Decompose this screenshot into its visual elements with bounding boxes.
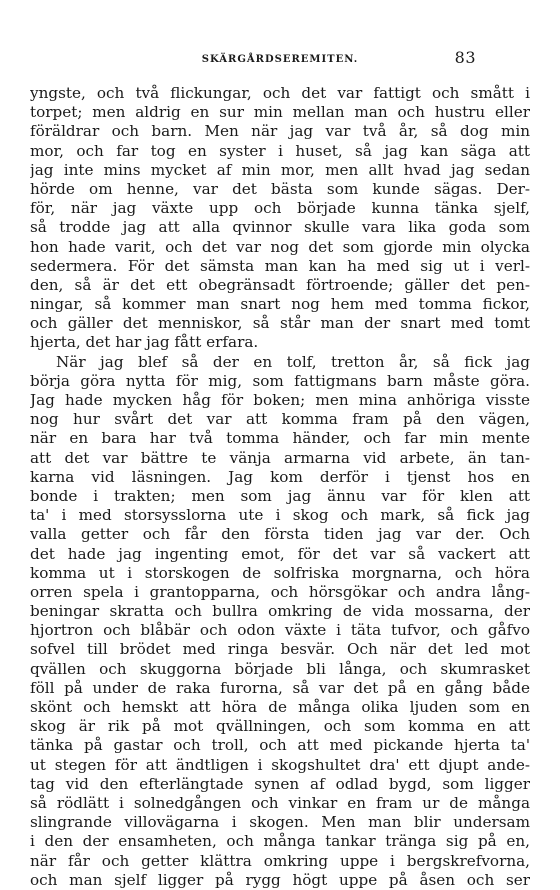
text-line: mor, och far tog en syster i huset, så jag kan säga att [30, 141, 530, 160]
text-line: sedermera. För det sämsta man kan ha med sig ut i verl- [30, 256, 530, 275]
text-line: jag inte mins mycket af min mor, men allt hvad jag sedan [30, 160, 530, 179]
text-line: Jag hade mycken håg för boken; men mina anhöriga visste [30, 391, 530, 409]
text-line: att det var bättre te vänja armarna vid arbete, än tan- [30, 448, 530, 467]
text-line: hjortron och blåbär och odon växte i täta tufvor, och gåfvo [30, 621, 530, 640]
text-line: ningar, så kommer man snart nog hem med tomma fickor, [30, 295, 530, 314]
text-line: det hade jag ingenting emot, för det var så vackert att [30, 544, 530, 563]
text-line: den, så är det ett obegränsadt förtroende; gäller det pen- [30, 275, 530, 294]
page-number: 83 [454, 48, 476, 67]
text-line: torpet; men aldrig en sur min mellan man och hustru eller [30, 103, 530, 122]
text-line: skog är rik på mot qvällningen, och som komma en att [30, 717, 530, 736]
text-line: beningar skratta och bullra omkring de vida mossarna, der [30, 602, 530, 621]
text-line: tänka på gastar och troll, och att med pickande hjerta ta' [30, 736, 530, 755]
body-text [30, 84, 530, 890]
text-line: När jag blef så der en tolf, tretton år, så fick jag [56, 352, 530, 371]
text-line: hörde om henne, var det bästa som kunde sägas. Der- [30, 179, 530, 198]
text-line: hon hade varit, och det var nog det som gjorde min olycka [30, 237, 530, 256]
text-line: för, när jag växte upp och började kunna tänka sjelf, [30, 199, 530, 218]
text-line: orren spela i grantopparna, och hörsgökar och andra lång- [30, 582, 530, 601]
text-line: när får och getter klättra omkring uppe i bergskrefvorna, [30, 851, 530, 870]
text-line: börja göra nytta för mig, som fattigmans barn måste göra. [30, 371, 530, 390]
text-line: valla getter och får den första tiden jag var der. Och [30, 525, 530, 544]
text-line: så trodde jag att alla qvinnor skulle vara lika goda som [30, 218, 530, 237]
text-line: karna vid läsningen. Jag kom derför i tjenst hos en [30, 467, 530, 486]
text-line: nog hur svårt det var att komma fram på den vägen, [30, 410, 530, 429]
text-line: i den der ensamheten, och många tankar tränga sig på en, [30, 832, 530, 851]
running-head [30, 48, 530, 72]
text-line: slingrande villovägarna i skogen. Men man blir undersam [30, 813, 530, 832]
text-line: tag vid den efterlängtade synen af odlad bygd, som ligger [30, 774, 530, 793]
text-line: yngste, och två flickungar, och det var fattigt och smått i [30, 84, 530, 102]
running-title: SKÄRGÅRDSEREMITEN. [201, 54, 359, 65]
text-line: ut stegen för att ändtligen i skogshultet dra' ett djupt ande- [30, 755, 530, 774]
text-line: så rödlätt i solnedgången och vinkar en fram ur de många [30, 793, 530, 812]
text-line: föll på under de raka furorna, så var det på en gång både [30, 678, 530, 697]
text-line: ta' i med storsysslorna ute i skog och mark, så fick jag [30, 506, 530, 525]
text-line: och man sjelf ligger på rygg högt uppe på åsen och ser [30, 870, 530, 889]
text-line: skönt och hemskt att höra de många olika ljuden som en [30, 698, 530, 716]
text-line: sofvel till brödet med ringa besvär. Och när det led mot [30, 640, 530, 659]
text-line: qvällen och skuggorna började bli långa, och skumrasket [30, 659, 530, 678]
text-line: bonde i trakten; men som jag ännu var för klen att [30, 486, 530, 505]
text-line: när en bara har två tomma händer, och far min mente [30, 429, 530, 448]
text-line: och gäller det menniskor, så står man der snart med tomt [30, 314, 530, 333]
text-line: hjerta, det har jag fått erfara. [30, 333, 259, 352]
text-line: föräldrar och barn. Men när jag var två år, så dog min [30, 122, 530, 141]
text-line: komma ut i storskogen de solfriska morgnarna, och höra [30, 563, 530, 582]
